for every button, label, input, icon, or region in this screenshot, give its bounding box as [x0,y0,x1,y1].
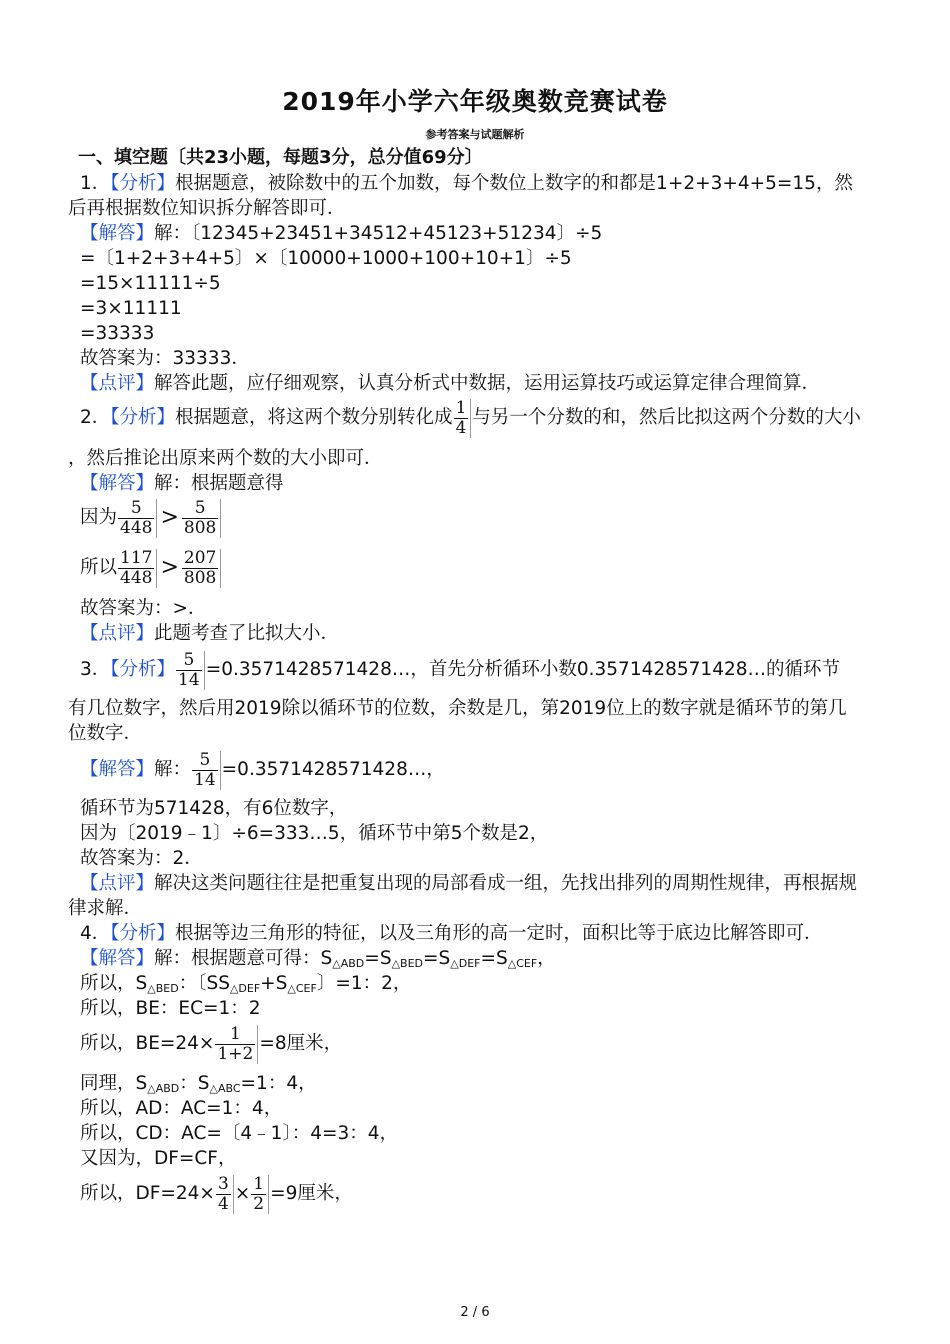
page-number: 2 / 6 [460,1305,490,1320]
q4-line4: 所以，BE=24× $\frac{1}{1+2}$ =8厘米， [80,1023,343,1064]
greater-than: > [160,505,179,530]
answer-tag: 【解答】 [80,223,155,244]
answer-tag: 【解答】 [80,473,155,494]
q3-step1: 循环节为571428，有6位数字， [80,798,348,819]
q1-step4: =33333 [80,323,155,344]
fraction: $\frac{5}{14}$ [192,751,221,790]
q4-line8: 又因为，DF=CF， [80,1148,237,1169]
fraction: $\frac{1}{1+2}$ [215,1025,258,1064]
q2-answer-text: 解：根据题意得 [154,473,284,494]
q1-final: 故答案为：33333． [80,348,250,369]
q2-analysis-text-b: 与另一个分数的和，然后比拟这两个分数的大小 [472,407,861,428]
q1-analysis [80,172,853,196]
because-label: 因为 [80,507,118,528]
q4-analysis [80,922,823,946]
q4-analysis-text: 根据等边三角形的特征，以及三角形的高一定时，面积比等于底边比解答即可． [175,923,823,944]
answer-tag: 【解答】 [80,759,155,780]
q4-answer: 【解答】解：根据题意可得：$S_{\triangle ABD}=S_{\triangle BED}=S_{\triangle DEF}=S_{\triangle CEF}$， [80,948,556,970]
q3-analysis-line3: 位数字． [68,723,143,744]
q2-analysis-text-a: 根据题意，将这两个数分别转化成 [175,407,453,428]
q3-analysis-text: =0.3571428571428…，首先分析循环小数0.3571428571428…的循环节 [205,659,841,680]
q2-comment [80,622,339,646]
q4-number: 4． [80,923,111,944]
analysis-tag: 【分析】 [110,407,176,428]
page-title: 2019年小学六年级奥数竞赛试卷 [282,87,668,116]
q1-step2: =15×11111÷5 [80,273,221,294]
q2-analysis [80,396,861,440]
q2-comment-text: 此题考查了比拟大小． [154,623,340,644]
q4-line7: 所以，CD：AC=〔4﹣1〕：4=3：4， [80,1123,399,1144]
fraction: $\frac{207}{808}$ [182,549,221,588]
analysis-tag: 【分析】 [110,923,176,944]
q3-analysis [80,648,840,692]
greater-than: > [160,555,179,580]
fraction: $\frac{5}{448}$ [118,499,157,538]
q3-answer [80,748,445,792]
answer-tag: 【解答】 [80,948,155,969]
q3-analysis-line2: 有几位数字，然后用2019除以循环节的位数，余数是几，第2019位上的数字就是循环节的第几 [68,698,847,719]
q3-final: 故答案为：2． [80,848,203,869]
fraction: $\frac{117}{448}$ [118,549,157,588]
fraction: $\frac{5}{808}$ [182,499,221,538]
page-subtitle: 参考答案与试题解析 [425,128,525,141]
q1-answer [80,222,602,246]
analysis-tag: 【分析】 [110,173,176,194]
fraction: $\frac{1}{4}$ [454,399,472,438]
fraction: $\frac{5}{14}$ [176,651,205,690]
analysis-tag: 【分析】 [110,659,176,680]
q4-line2: 所以，$S_{\triangle BED}$：〔$SS_{\triangle DEF}+S_{\triangle CEF}$〕=1：2， [80,973,412,995]
section-heading: 一、填空题〔共23小题，每题3分，总分值69分〕 [78,147,483,168]
q4-line5: 同理，$S_{\triangle ABD}$：$S_{\triangle ABC}=1$：4， [80,1073,317,1095]
q4-line6: 所以，AD：AC=1：4， [80,1098,283,1119]
q3-number: 3． [80,659,111,680]
q1-comment-text: 解答此题，应仔细观察，认真分析式中数据，运用运算技巧或运算定律合理简算． [154,373,821,394]
q1-analysis-text: 根据题意，被除数中的五个加数，每个数位上数字的和都是1+2+3+4+5=15，然 [175,173,853,194]
q1-step3: =3×11111 [80,298,182,319]
q2-answer [80,472,284,496]
q2-number: 2． [80,407,111,428]
q1-step1: =〔1+2+3+4+5〕×〔10000+1000+100+10+1〕÷5 [80,248,572,269]
q1-comment [80,372,820,396]
q2-final: 故答案为：>． [80,598,207,619]
q2-analysis-line2: ，然后推论出原来两个数的大小即可． [68,448,383,469]
q4-line3: 所以，BE：EC=1：2 [80,998,261,1019]
q3-step2: 因为〔2019﹣1〕÷6=333…5，循环节中第5个数是2， [80,823,549,844]
q3-answer-text-a: 解： [154,759,192,780]
q2-because [80,496,222,540]
q4-line9: 所以，DF=24× $\frac{3}{4}$ × $\frac{1}{2}$ =9厘米， [80,1173,353,1214]
q3-comment-text: 解决这类问题往往是把重复出现的局部看成一组，先找出排列的周期性规律，再根据规 [154,873,858,894]
comment-tag: 【点评】 [80,623,155,644]
q3-answer-text-b: =0.3571428571428…， [221,759,445,780]
comment-tag: 【点评】 [80,873,155,894]
q3-comment-line2: 律求解． [68,898,143,919]
fraction: $\frac{1}{2}$ [251,1175,269,1214]
so-label: 所以 [80,557,118,578]
comment-tag: 【点评】 [80,373,155,394]
q2-so [80,546,222,590]
q1-analysis-line2: 后再根据数位知识拆分解答即可． [68,198,346,219]
q1-number: 1． [80,173,111,194]
fraction: $\frac{3}{4}$ [216,1175,234,1214]
q4-answer-text: 解：根据题意可得： [154,948,321,969]
q1-answer-text: 解：〔12345+23451+34512+45123+51234〕÷5 [154,223,603,244]
q3-comment [80,872,857,896]
